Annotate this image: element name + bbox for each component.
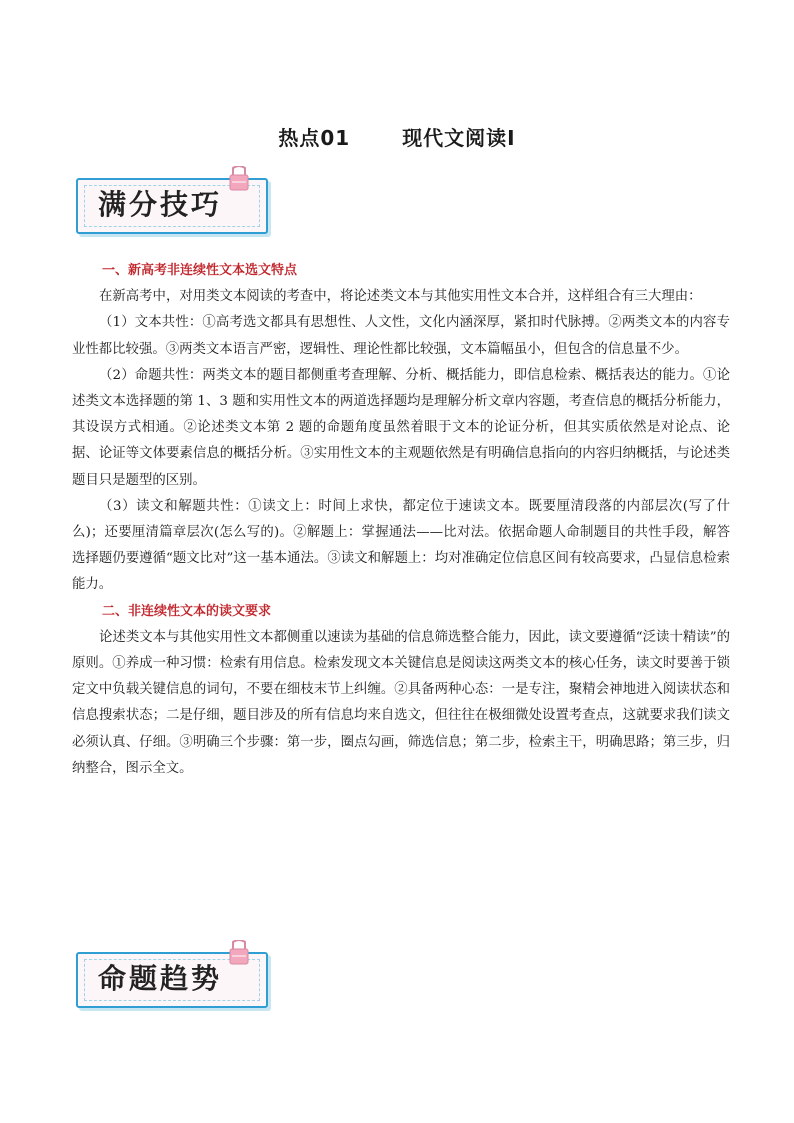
section1-heading: 一、新高考非连续性文本选文特点 bbox=[102, 263, 298, 278]
section1-point2: （2）命题共性：两类文本的题目都侧重考查理解、分析、概括能力，即信息检索、概括表达的能力。①论述类文本选择题的第 1、3 题和实用性文本的两道选择题均是理解分析文章内容题，考查信息的概括分析能力，其设误方式相通。②论述类文本第 2 题的命题角度虽然着眼于文本的论证分析，但其实质依然是对论点、论据、论证等文体要素信息的概括分析。③实用性文本的主观题依然是有明确信息指向的内容归纳概括，与论述类题目只是题型的区别。 bbox=[72, 367, 730, 488]
banner-title: 满分技巧 bbox=[98, 188, 223, 221]
section2-heading: 二、非连续性文本的读文要求 bbox=[102, 603, 272, 619]
binder-clip-icon bbox=[228, 940, 250, 966]
trend-banner bbox=[76, 944, 272, 1006]
banner-title: 命题趋势 bbox=[98, 962, 223, 995]
skills-banner bbox=[76, 170, 272, 232]
section1-point3: （3）读文和解题共性：①读文上：时间上求快，都定位于速读文本。既要厘清段落的内部层次(写了什么)；还要厘清篇章层次(怎么写的)。②解题上：掌握通法——比对法。依据命题人命制题目的共性手段，解答选择题仍要遵循“题文比对”这一基本通法。③读文和解题上：均对准确定位信息区间有较高要求，凸显信息检索能力。 bbox=[72, 498, 730, 593]
page-title bbox=[0, 122, 794, 151]
section2-paragraph: 论述类文本与其他实用性文本都侧重以速读为基础的信息筛选整合能力，因此，读文要遵循“泛读十精读”的原则。①养成一种习惯：检索有用信息。检索发现文本关键信息是阅读这两类文本的核心任务，读文时要善于锁定文中负载关键信息的词句，不要在细枝末节上纠缠。②具备两种心态：一是专注，聚精会神地进入阅读状态和信息搜索状态；二是仔细，题目涉及的所有信息均来自选文，但往往在极细微处设置考查点，这就要求我们读文必须认真、仔细。③明确三个步骤：第一步，圈点勾画，筛选信息；第二步，检索主干，明确思路；第三步，归纳整合，图示全文。 bbox=[72, 629, 730, 776]
section1-point1: （1）文本共性：①高考选文都具有思想性、人文性，文化内涵深厚，紧扣时代脉搏。②两类文本的内容专业性都比较强。③两类文本语言严密，逻辑性、理论性都比较强，文本篇幅虽小，但包含的信息量不少。 bbox=[72, 315, 730, 357]
binder-clip-icon bbox=[228, 166, 250, 192]
section1-intro: 在新高考中，对用类文本阅读的考查中，将论述类文本与其他实用性文本合并，这样组合有三大理由： bbox=[99, 289, 702, 305]
main-content bbox=[72, 258, 730, 782]
page-title-number: 热点01 bbox=[278, 126, 351, 150]
page-title-topic: 现代文阅读Ⅰ bbox=[402, 126, 516, 150]
